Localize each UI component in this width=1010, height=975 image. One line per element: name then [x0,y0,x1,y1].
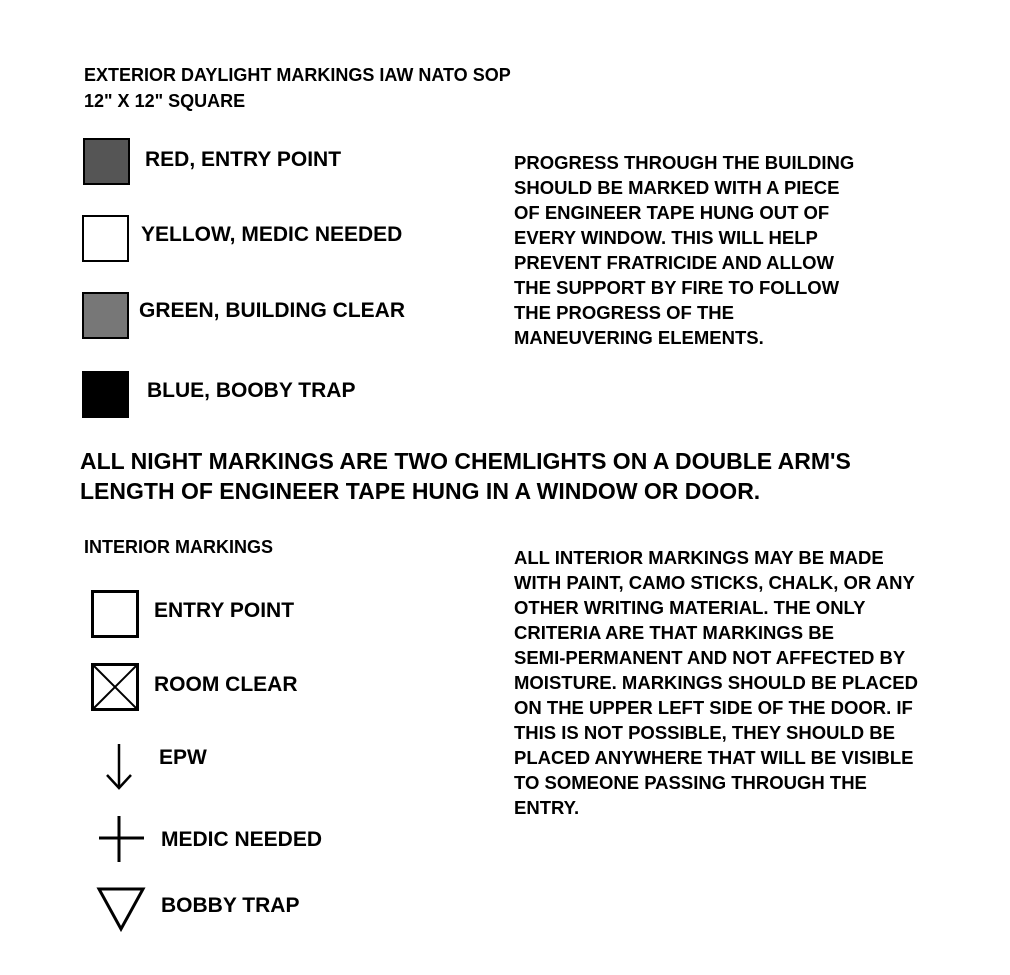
night-markings-line-2: LENGTH OF ENGINEER TAPE HUNG IN A WINDOW OR DOOR. [80,478,761,504]
night-markings-line-1: ALL NIGHT MARKINGS ARE TWO CHEMLIGHTS ON A DOUBLE ARM'S [80,448,851,474]
interior-item-label: ENTRY POINT [154,599,295,622]
exterior-item-label: RED, ENTRY POINT [145,148,342,171]
exterior-heading-line-2: 12" X 12" SQUARE [84,91,246,111]
blue-booby-trap-swatch [82,371,129,418]
interior-note-line: ENTRY. [514,797,580,818]
exterior-note-line: OF ENGINEER TAPE HUNG OUT OF [514,202,830,223]
interior-note-line: OTHER WRITING MATERIAL. THE ONLY [514,597,866,618]
exterior-note-line: MANEUVERING ELEMENTS. [514,327,764,348]
exterior-heading-line-1: EXTERIOR DAYLIGHT MARKINGS IAW NATO SOP [84,65,511,85]
interior-item-label: MEDIC NEEDED [161,828,323,851]
plus-icon [98,815,146,863]
exterior-item-label: BLUE, BOOBY TRAP [147,379,356,402]
red-entry-point-swatch [83,138,130,185]
interior-item-label: BOBBY TRAP [161,894,300,917]
interior-note-line: ON THE UPPER LEFT SIDE OF THE DOOR. IF [514,697,913,718]
crossed-square-icon [91,663,139,711]
interior-note-line: MOISTURE. MARKINGS SHOULD BE PLACED [514,672,918,693]
exterior-note [514,150,994,350]
interior-note-line: TO SOMEONE PASSING THROUGH THE [514,772,867,793]
exterior-note-line: SHOULD BE MARKED WITH A PIECE [514,177,840,198]
open-square-icon [91,590,139,638]
exterior-item-label: GREEN, BUILDING CLEAR [139,299,406,322]
interior-note-line: PLACED ANYWHERE THAT WILL BE VISIBLE [514,747,914,768]
down-arrow-icon [104,742,134,792]
interior-item-label: ROOM CLEAR [154,673,298,696]
interior-note-line: CRITERIA ARE THAT MARKINGS BE [514,622,834,643]
exterior-note-line: PREVENT FRATRICIDE AND ALLOW [514,252,834,273]
interior-note [514,545,994,820]
interior-note-line: SEMI-PERMANENT AND NOT AFFECTED BY [514,647,906,668]
interior-note-line: WITH PAINT, CAMO STICKS, CHALK, OR ANY [514,572,915,593]
interior-item-label: EPW [159,746,207,769]
exterior-note-line: PROGRESS THROUGH THE BUILDING [514,152,855,173]
green-building-clear-swatch [82,292,129,339]
interior-heading: INTERIOR MARKINGS [84,537,273,557]
interior-note-line: ALL INTERIOR MARKINGS MAY BE MADE [514,547,884,568]
exterior-note-line: THE PROGRESS OF THE [514,302,734,323]
exterior-heading [84,62,511,114]
down-triangle-icon [96,886,146,932]
exterior-note-line: THE SUPPORT BY FIRE TO FOLLOW [514,277,840,298]
night-markings-statement [80,446,980,506]
exterior-item-label: YELLOW, MEDIC NEEDED [141,223,403,246]
interior-note-line: THIS IS NOT POSSIBLE, THEY SHOULD BE [514,722,896,743]
exterior-note-line: EVERY WINDOW. THIS WILL HELP [514,227,818,248]
yellow-medic-needed-swatch [82,215,129,262]
